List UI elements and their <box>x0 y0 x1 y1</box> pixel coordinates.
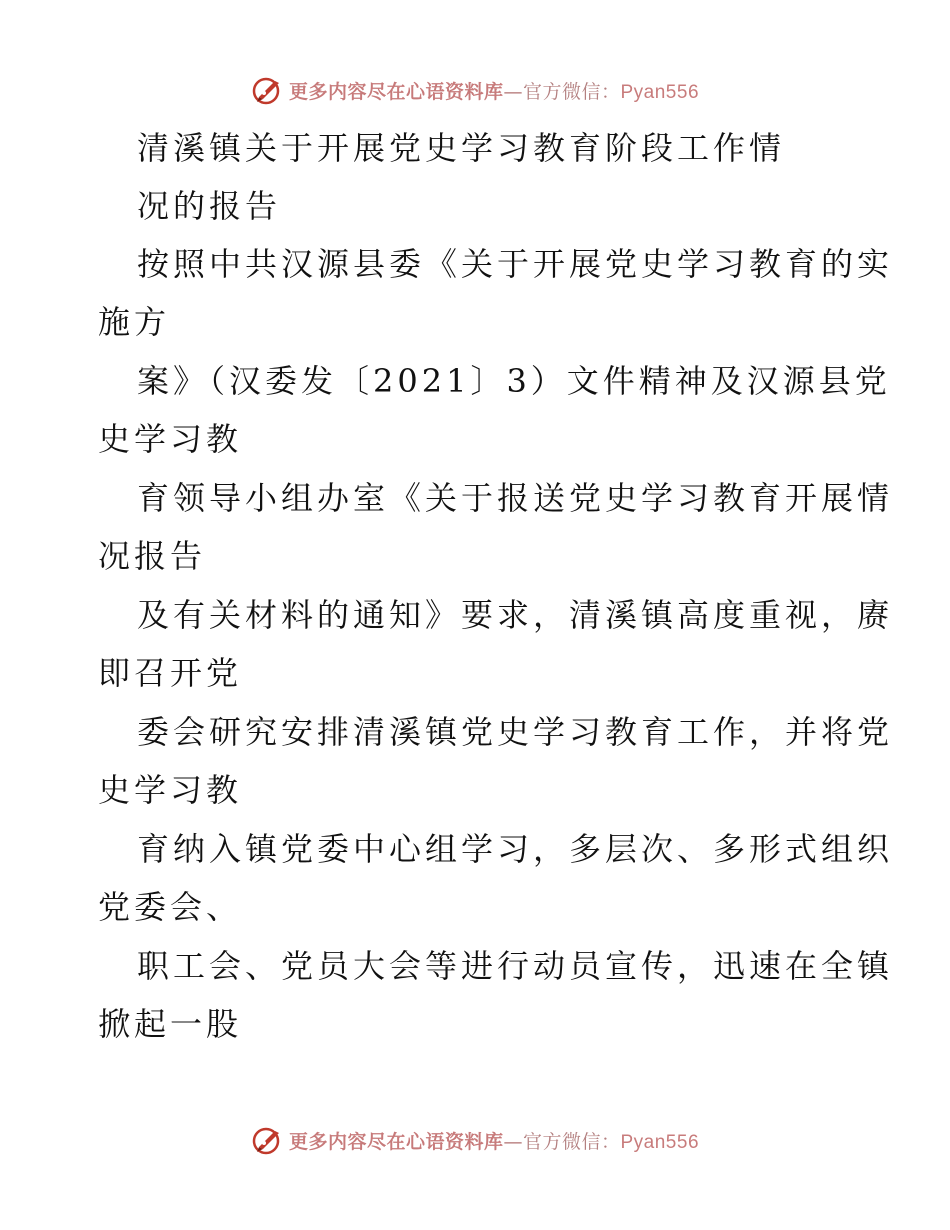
footer-banner <box>0 1120 950 1160</box>
doc-line: 案》（汉委发〔2021〕3）文件精神及汉源县党 <box>137 362 891 400</box>
doc-line: 职工会、党员大会等进行动员宣传，迅速在全镇 <box>137 947 894 985</box>
doc-title-line-2: 况的报告 <box>137 187 282 225</box>
doc-line: 掀起一股 <box>98 1005 243 1043</box>
doc-line: 况报告 <box>98 537 207 575</box>
doc-line: 施方 <box>98 303 171 341</box>
doc-line: 委会研究安排清溪镇党史学习教育工作，并将党 <box>137 713 894 751</box>
banner-slogan: 更多内容尽在心语资料库 <box>288 80 504 103</box>
header-banner <box>0 70 950 110</box>
banner-wechat-label: 官方微信： <box>522 80 621 103</box>
pen-logo-icon <box>251 1123 285 1157</box>
doc-line: 育纳入镇党委中心组学习，多层次、多形式组织 <box>137 830 894 868</box>
banner-dash: — <box>503 1130 523 1153</box>
doc-line: 按照中共汉源县委《关于开展党史学习教育的实 <box>137 245 894 283</box>
banner-text <box>289 77 699 104</box>
banner-wechat-id: Pyan556 <box>620 1131 700 1153</box>
doc-line: 即召开党 <box>98 654 243 692</box>
banner-text <box>289 1127 699 1154</box>
banner-dash: — <box>503 80 523 103</box>
doc-line: 及有关材料的通知》要求，清溪镇高度重视，赓 <box>137 596 894 634</box>
banner-wechat-label: 官方微信： <box>522 1130 621 1153</box>
doc-title-line-1: 清溪镇关于开展党史学习教育阶段工作情 <box>137 129 786 167</box>
pen-logo-icon <box>251 73 285 107</box>
doc-line: 史学习教 <box>98 771 243 809</box>
banner-wechat-id: Pyan556 <box>620 81 700 103</box>
banner-slogan: 更多内容尽在心语资料库 <box>288 1130 504 1153</box>
doc-line: 育领导小组办室《关于报送党史学习教育开展情 <box>137 479 894 517</box>
doc-line: 史学习教 <box>98 420 243 458</box>
doc-line: 党委会、 <box>98 888 243 926</box>
